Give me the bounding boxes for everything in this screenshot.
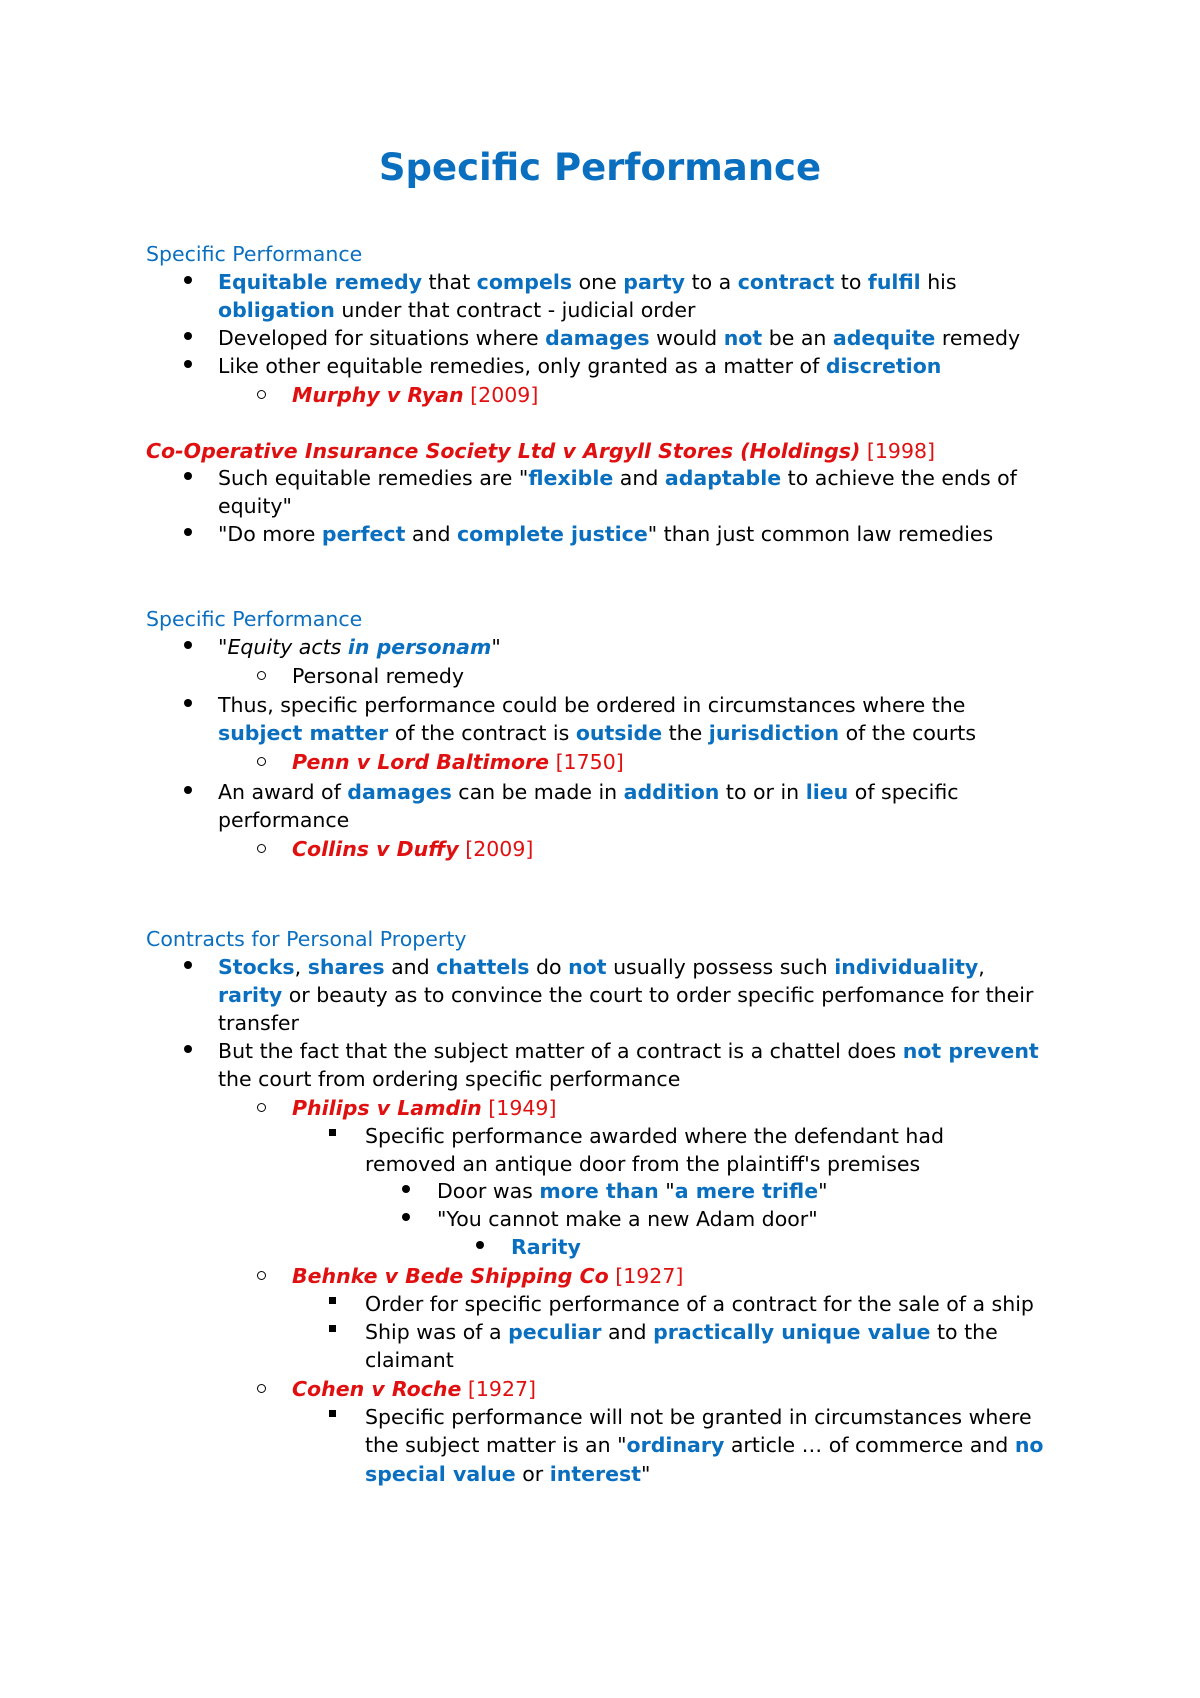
- sub-bullet-circle: [257, 1103, 266, 1112]
- bullet-text-cont: subject matter of the contract is outside the jurisdiction of the courts: [218, 721, 977, 745]
- bullet-dot: [184, 786, 192, 794]
- sub-bullet-circle: [257, 1384, 266, 1393]
- bullet-dot: [184, 641, 192, 649]
- case-citation: Behnke v Bede Shipping Co [1927]: [292, 1264, 684, 1288]
- point-text: Specific performance will not be granted in circumstances where: [365, 1405, 1032, 1429]
- bullet-dot: [184, 961, 192, 969]
- point-text: Rarity: [511, 1235, 581, 1259]
- bullet-text-cont: transfer: [218, 1011, 299, 1035]
- bullet-dot: [184, 699, 192, 707]
- section-heading: Specific Performance: [146, 242, 363, 266]
- section-heading: Specific Performance: [146, 607, 363, 631]
- bullet-dot: [184, 332, 192, 340]
- sub-bullet-circle: [257, 1271, 266, 1280]
- bullet-dot: [402, 1185, 410, 1193]
- point-text-cont: the subject matter is an "ordinary article … of commerce and no: [365, 1433, 1044, 1457]
- bullet-text: Equitable remedy that compels one party to a contract to fulfil his: [218, 270, 957, 294]
- bullet-text-cont: equity": [218, 494, 292, 518]
- bullet-text: Like other equitable remedies, only granted as a matter of discretion: [218, 354, 942, 378]
- point-text: "You cannot make a new Adam door": [437, 1207, 818, 1231]
- case-citation: Philips v Lamdin [1949]: [292, 1096, 557, 1120]
- sub-bullet-square: [329, 1410, 336, 1417]
- bullet-text: Stocks, shares and chattels do not usually possess such individuality,: [218, 955, 985, 979]
- sub-bullet-circle: [257, 844, 266, 853]
- point-text: Specific performance awarded where the defendant had: [365, 1124, 944, 1148]
- section-heading: Contracts for Personal Property: [146, 927, 467, 951]
- point-text: Door was more than "a mere trifle": [437, 1179, 828, 1203]
- bullet-text: "Equity acts in personam": [218, 635, 501, 659]
- case-citation: Cohen v Roche [1927]: [292, 1377, 537, 1401]
- case-citation: Murphy v Ryan [2009]: [292, 383, 539, 407]
- bullet-dot: [402, 1213, 410, 1221]
- case-citation: Collins v Duffy [2009]: [292, 837, 534, 861]
- sub-bullet-square: [329, 1297, 336, 1304]
- case-heading: Co-Operative Insurance Society Ltd v Argyll Stores (Holdings) [1998]: [146, 439, 936, 463]
- bullet-text: "Do more perfect and complete justice" than just common law remedies: [218, 522, 994, 546]
- sub-bullet-circle: [257, 671, 266, 680]
- bullet-text: Thus, specific performance could be ordered in circumstances where the: [218, 693, 966, 717]
- bullet-dot: [184, 472, 192, 480]
- bullet-text-cont: the court from ordering specific performance: [218, 1067, 681, 1091]
- sub-bullet-circle: [257, 757, 266, 766]
- document-title: Specific Performance: [378, 146, 822, 189]
- point-text-cont: special value or interest": [365, 1462, 651, 1486]
- point-text: Order for specific performance of a contract for the sale of a ship: [365, 1292, 1034, 1316]
- sub-bullet-square: [329, 1129, 336, 1136]
- sub-bullet-square: [329, 1325, 336, 1332]
- bullet-text: Such equitable remedies are "flexible and adaptable to achieve the ends of: [218, 466, 1017, 490]
- bullet-dot: [184, 360, 192, 368]
- bullet-dot: [184, 1045, 192, 1053]
- bullet-text: Developed for situations where damages would not be an adequite remedy: [218, 326, 1021, 350]
- bullet-dot: [184, 528, 192, 536]
- sub-bullet-circle: [257, 390, 266, 399]
- bullet-text-cont: rarity or beauty as to convince the court to order specific perfomance for their: [218, 983, 1034, 1007]
- case-citation: Penn v Lord Baltimore [1750]: [292, 750, 624, 774]
- bullet-dot: [184, 276, 192, 284]
- point-text: Ship was of a peculiar and practically unique value to the: [365, 1320, 998, 1344]
- bullet-dot: [476, 1241, 484, 1249]
- point-text-cont: removed an antique door from the plaintiff's premises: [365, 1152, 921, 1176]
- bullet-text-cont: obligation under that contract - judicial order: [218, 298, 696, 322]
- sub-bullet-text: Personal remedy: [292, 664, 464, 688]
- bullet-text: But the fact that the subject matter of a contract is a chattel does not prevent: [218, 1039, 1039, 1063]
- point-text-cont: claimant: [365, 1348, 454, 1372]
- bullet-text: An award of damages can be made in addition to or in lieu of specific: [218, 780, 959, 804]
- bullet-text-cont: performance: [218, 808, 350, 832]
